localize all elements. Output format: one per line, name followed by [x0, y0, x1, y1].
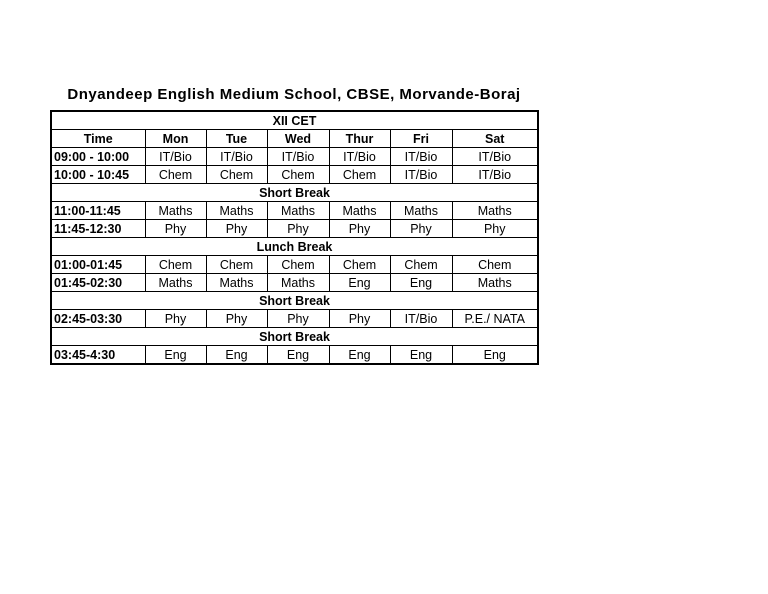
subject-cell: Eng [390, 274, 452, 292]
subject-cell: Chem [206, 166, 267, 184]
page-title: Dnyandeep English Medium School, CBSE, Morvande-Boraj [67, 86, 521, 103]
time-cell: 11:45-12:30 [51, 220, 145, 238]
subject-cell: IT/Bio [145, 148, 206, 166]
subject-cell: Maths [206, 202, 267, 220]
period-row [51, 256, 538, 274]
break-row [51, 292, 538, 310]
timetable-body [51, 148, 538, 365]
break-row [51, 328, 538, 346]
break-row [51, 238, 538, 256]
section-title: XII CET [51, 111, 538, 130]
subject-cell: IT/Bio [452, 148, 538, 166]
time-cell: 01:00-01:45 [51, 256, 145, 274]
subject-cell: Chem [329, 166, 390, 184]
subject-cell: Phy [206, 310, 267, 328]
subject-cell: P.E./ NATA [452, 310, 538, 328]
break-label: Short Break [51, 292, 538, 310]
subject-cell: IT/Bio [390, 310, 452, 328]
period-row [51, 346, 538, 365]
break-label: Short Break [51, 184, 538, 202]
period-row [51, 220, 538, 238]
column-header: Tue [206, 130, 267, 148]
subject-cell: Phy [329, 310, 390, 328]
subject-cell: Phy [145, 310, 206, 328]
subject-cell: Maths [267, 202, 329, 220]
period-row [51, 310, 538, 328]
subject-cell: Chem [145, 166, 206, 184]
subject-cell: Chem [206, 256, 267, 274]
subject-cell: IT/Bio [390, 166, 452, 184]
subject-cell: Phy [206, 220, 267, 238]
time-cell: 03:45-4:30 [51, 346, 145, 365]
header-row [51, 130, 538, 148]
subject-cell: Eng [145, 346, 206, 365]
subject-cell: Chem [267, 166, 329, 184]
subject-cell: Phy [329, 220, 390, 238]
subject-cell: Maths [390, 202, 452, 220]
period-row [51, 202, 538, 220]
subject-cell: IT/Bio [329, 148, 390, 166]
time-cell: 11:00-11:45 [51, 202, 145, 220]
subject-cell: Chem [329, 256, 390, 274]
break-label: Short Break [51, 328, 538, 346]
subject-cell: Eng [390, 346, 452, 365]
subject-cell: Maths [452, 202, 538, 220]
column-header: Mon [145, 130, 206, 148]
subject-cell: Phy [452, 220, 538, 238]
subject-cell: Maths [329, 202, 390, 220]
column-header: Thur [329, 130, 390, 148]
subject-cell: Chem [267, 256, 329, 274]
subject-cell: Phy [145, 220, 206, 238]
column-header: Fri [390, 130, 452, 148]
timetable [50, 110, 539, 365]
subject-cell: Eng [329, 274, 390, 292]
subject-cell: IT/Bio [267, 148, 329, 166]
break-label: Lunch Break [51, 238, 538, 256]
subject-cell: IT/Bio [390, 148, 452, 166]
time-cell: 02:45-03:30 [51, 310, 145, 328]
subject-cell: Phy [267, 310, 329, 328]
time-cell: 09:00 - 10:00 [51, 148, 145, 166]
break-row [51, 184, 538, 202]
column-header: Sat [452, 130, 538, 148]
period-row [51, 166, 538, 184]
subject-cell: Maths [145, 202, 206, 220]
subject-cell: Chem [145, 256, 206, 274]
subject-cell: Eng [206, 346, 267, 365]
subject-cell: Maths [267, 274, 329, 292]
subject-cell: Eng [452, 346, 538, 365]
subject-cell: IT/Bio [206, 148, 267, 166]
subject-cell: Maths [206, 274, 267, 292]
subject-cell: Eng [329, 346, 390, 365]
column-header: Wed [267, 130, 329, 148]
subject-cell: Maths [452, 274, 538, 292]
time-cell: 10:00 - 10:45 [51, 166, 145, 184]
period-row [51, 148, 538, 166]
subject-cell: Phy [390, 220, 452, 238]
period-row [51, 274, 538, 292]
time-cell: 01:45-02:30 [51, 274, 145, 292]
subject-cell: Phy [267, 220, 329, 238]
subject-cell: Eng [267, 346, 329, 365]
subject-cell: Chem [390, 256, 452, 274]
subject-cell: Maths [145, 274, 206, 292]
column-header: Time [51, 130, 145, 148]
section-row [51, 111, 538, 130]
subject-cell: IT/Bio [452, 166, 538, 184]
subject-cell: Chem [452, 256, 538, 274]
